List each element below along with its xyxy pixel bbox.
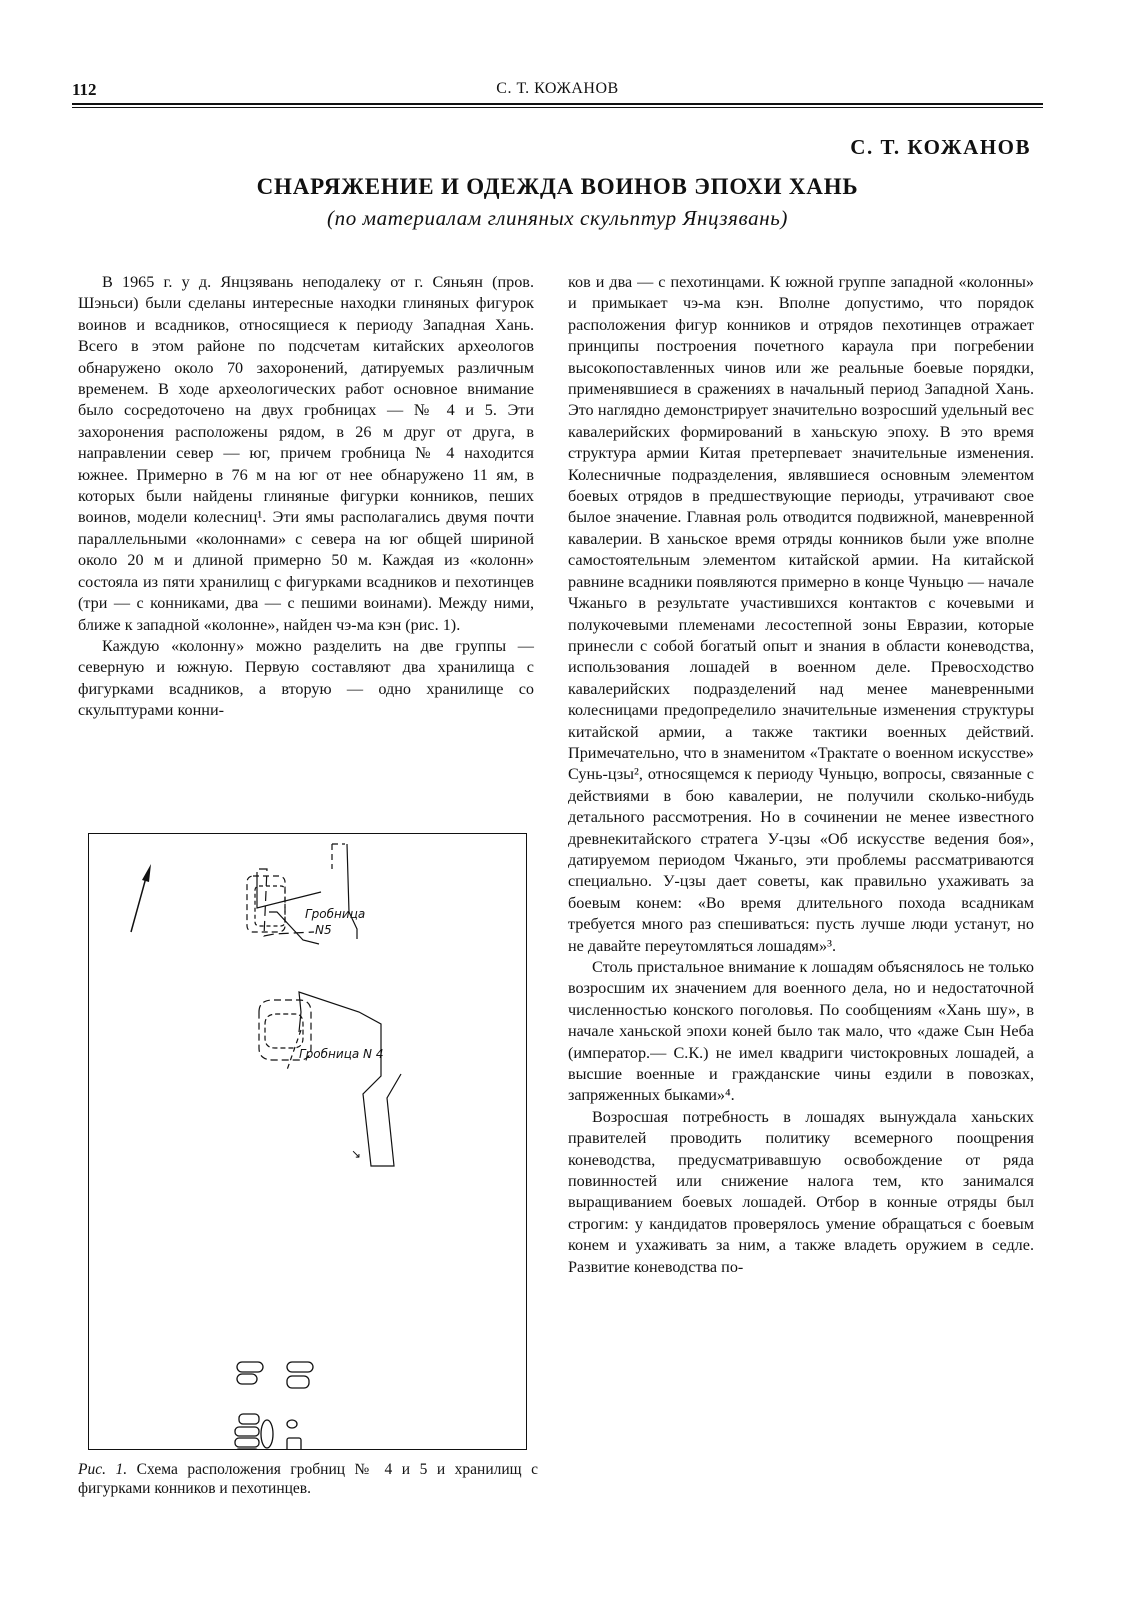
header-rule: [72, 103, 1043, 105]
north-arrow-icon: [131, 864, 151, 932]
article-title: СНАРЯЖЕНИЕ И ОДЕЖДА ВОИНОВ ЭПОХИ ХАНЬ: [256, 174, 859, 199]
storage-pit: [235, 1427, 259, 1436]
site-plan-diagram: [89, 834, 526, 1449]
header-rule-thin: [72, 107, 1043, 108]
paragraph: Возросшая потребность в лошадях вынуждала ханьских правителей проводить политику всемерного поощрения коневодства, предусматривавшую освобождение от ряда повинностей или снижение налога тем, кто занимался выращиванием боевых лошадей. Отбор в конные отряды был строгим: у кандидатов проверялось умение обращаться с боевым конем и ухаживать за ним, а также владеть оружием в седле. Развитие коневодства по-: [568, 1107, 1034, 1276]
tomb-4-outline: [259, 992, 401, 1166]
tomb-4-label: Гробница N 4: [299, 1047, 384, 1061]
tomb-5-outline: [247, 844, 357, 944]
storage-pit: [261, 1420, 273, 1448]
article-subtitle: (по материалам глиняных скульптур Янцзявань): [327, 206, 788, 230]
storage-pit: [237, 1374, 257, 1384]
storage-pit: [287, 1362, 313, 1372]
caption-text: Схема расположения гробниц № 4 и 5 и хранилищ с фигурками конников и пехотинцев.: [78, 1461, 539, 1497]
storage-pit: [239, 1414, 259, 1424]
tomb-5-label: Гробница: [305, 907, 366, 921]
article-author: С. Т. КОЖАНОВ: [850, 135, 1031, 159]
storage-pit: [235, 1438, 259, 1447]
storage-pit: [287, 1420, 297, 1428]
running-title: С. Т. КОЖАНОВ: [496, 80, 619, 97]
paragraph: ков и два — с пехотинцами. К южной группе западной «колонны» и примыкает чэ-ма кэн. Вполне допустимо, что порядок расположения фигур конников и отрядов пехотинцев отражает принципы построения почетного караула при погребении высокопоставленных чинов или же реальные боевые порядки, применявшиеся в сражениях в начальный период Западной Хань. Это наглядно демонстрирует значительно возросший удельный вес кавалерийских формирований в ханьскую эпоху. В это время структура армии Китая претерпевает значительные изменения. Колесничные подразделения, являвшиеся основным элементом боевых отрядов в предшествующие периоды, утрачивают свое былое значение. Главная роль отводится подвижной, маневренной кавалерии. В ханьское время отряды конников были уже вполне самостоятельным элементом китайской армии. На китайской равнине всадники появляются примерно в конце Чуньцю — начале Чжаньго в результате участившихся контактов с кочевыми и полукочевыми племенами лесостепной зоны Евразии, которые принесли с собой богатый опыт и знания в области коневодства, использования лошадей в военном деле. Превосходство кавалерийских подразделений над менее маневренными колесницами предопределило значительные изменения структуры китайской армии, а также тактики военных действий. Примечательно, что в знаменитом «Трактате о военном искусстве» Сунь-цзы², относящемся к периоду Чуньцю, вопросы, связанные с действиями в бою кавалерии, не получили сколько-нибудь детального рассмотрения. Но в сочинении не менее известного древнекитайского стратега У-цзы «Об искусстве ведения боя», датируемом периодом Чжаньго, эти проблемы рассматриваются специально. У-цзы дает советы, как правильно ухаживать за боевым конем: «Во время длительного похода всадникам требуется много раз спешиваться: пусть лучше люди устанут, но не давайте переутомляться лошадям»³.: [568, 273, 1034, 955]
figure-caption: [78, 1460, 538, 1498]
tomb-5-number: N5: [315, 923, 332, 937]
paragraph: В 1965 г. у д. Янцзявань неподалеку от г. Сяньян (пров. Шэньси) были сделаны интересные находки глиняных фигурок воинов и всадников, относящиеся к периоду Западная Хань. Всего в этом районе по подсчетам китайских археологов обнаружено около 70 захоронений, датируемых различным временем. В ходе археологических работ основное внимание было сосредоточено на двух гробницах — № 4 и 5. Эти захоронения расположены рядом, в 26 м друг от друга, в направлении север — юг, причем гробница № 4 находится южнее. Примерно в 76 м на юг от нее обнаружено 11 ям, в которых были найдены глиняные фигурки конников, пеших воинов, модели колесниц¹. Эти ямы располагались двумя почти параллельными «колоннами» с севера на юг общей шириной около 20 м и длиной примерно 50 м. Каждая из «колонн» состояла из пяти хранилищ с фигурками всадников и пехотинцев (три — с конниками, два — с пешими воинами). Между ними, ближе к западной «колонне», найден чэ-ма кэн (рис. 1).: [78, 273, 534, 634]
running-head: [72, 80, 1043, 104]
right-column: [568, 272, 1034, 1278]
left-column: [78, 272, 534, 722]
storage-pit: [237, 1362, 263, 1372]
page-number: 112: [72, 80, 97, 99]
caption-label: Рис. 1.: [78, 1461, 128, 1478]
storage-pit: [287, 1376, 309, 1388]
paragraph: Столь пристальное внимание к лошадям объяснялось не только возросшим их значением для военного дела, но и недостаточной численностью конского поголовья. По сообщениям «Хань шу», в начале ханьской эпохи коней было так мало, что «даже Сын Неба (император.— С.К.) не имел квадриги чистокровных лошадей, а высшие военные и гражданские чины ездили в повозках, запряженных быками»⁴.: [568, 958, 1034, 1105]
storage-pit: [287, 1438, 301, 1449]
storage-pits: [235, 1362, 313, 1449]
figure-1: [88, 833, 527, 1450]
tomb-4-mark: ↘: [351, 1147, 362, 1161]
paragraph: Каждую «колонну» можно разделить на две группы — северную и южную. Первую составляют два хранилища с фигурками всадников, а вторую — одно хранилище со скульптурами конни-: [78, 636, 534, 720]
